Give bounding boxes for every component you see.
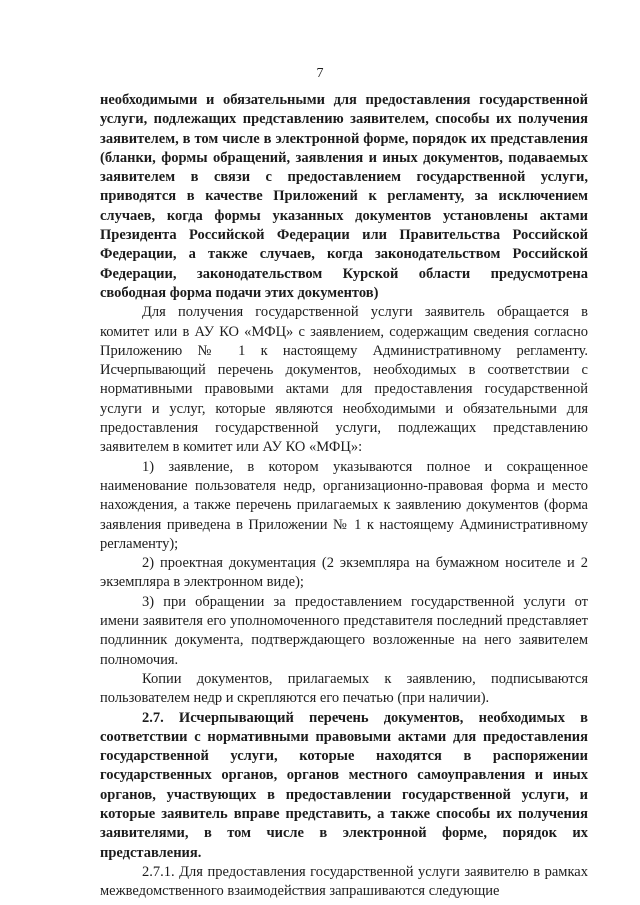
list-item-2-project-documentation: 2) проектная документация (2 экземпляра на бумажном носителе и 2 экземпляра в электронном виде); [100, 555, 588, 591]
document-body [100, 91, 588, 901]
paragraph-application-procedure: Для получения государственной услуги заявитель обращается в комитет или в АУ КО «МФЦ» с заявлением, содержащим сведения согласно Приложению № 1 к настоящему Административному регламенту. Исчерпывающий перечень документов, необходимых в соответствии с нормативными правовыми актами для предоставления государственной услуги и услуг, которые являются необходимыми и обязательными для предоставления государственной услуги, подлежащих представлению заявителем в комитет или АУ КО «МФЦ»: [100, 304, 588, 456]
section-heading-continuation: необходимыми и обязательными для предоставления государственной услуги, подлежащих представлению заявителем, способы их получения заявителем, в том числе в электронной форме, порядок их представления (бланки, формы обращений, заявления и иных документов, подаваемых заявителем в связи с предоставлением государственной услуги, приводятся в качестве Приложений к регламенту, за исключением случаев, когда формы указанных документов установлены актами Президента Российской Федерации или Правительства Российской Федерации, а также случаев, когда законодательством Российской Федерации, законодательством Курской области предусмотрена свободная форма подачи этих документов) [100, 92, 588, 301]
list-item-3-representative: 3) при обращении за предоставлением государственной услуги от имени заявителя его уполномоченного представителя последний представляет подлинник документа, подтверждающего возложенные на него заявителем полномочия. [100, 593, 588, 668]
list-item-1-application: 1) заявление, в котором указываются полное и сокращенное наименование пользователя недр, организационно-правовая форма и место нахождения, а также перечень прилагаемых к заявлению документов (форма заявления приведена в Приложении № 1 к настоящему Административному регламенту); [100, 458, 588, 552]
paragraph-2-7-1: 2.7.1. Для предоставления государственной услуги заявителю в рамках межведомственного взаимодействия запрашиваются следующие [100, 863, 588, 900]
page-number: 7 [316, 66, 324, 81]
section-heading-2-7: 2.7. Исчерпывающий перечень документов, необходимых в соответствии с нормативными правовыми актами для предоставления государственной услуги, которые находятся в распоряжении государственных органов, органов местного самоуправления и иных органов, участвующих в предоставлении государственной услуги, и которые заявитель вправе представить, а также способы их получения заявителями, в том числе в электронной форме, порядок их представления. [100, 709, 588, 861]
paragraph-document-copies: Копии документов, прилагаемых к заявлению, подписываются пользователем недр и скрепляются его печатью (при наличии). [100, 670, 588, 707]
